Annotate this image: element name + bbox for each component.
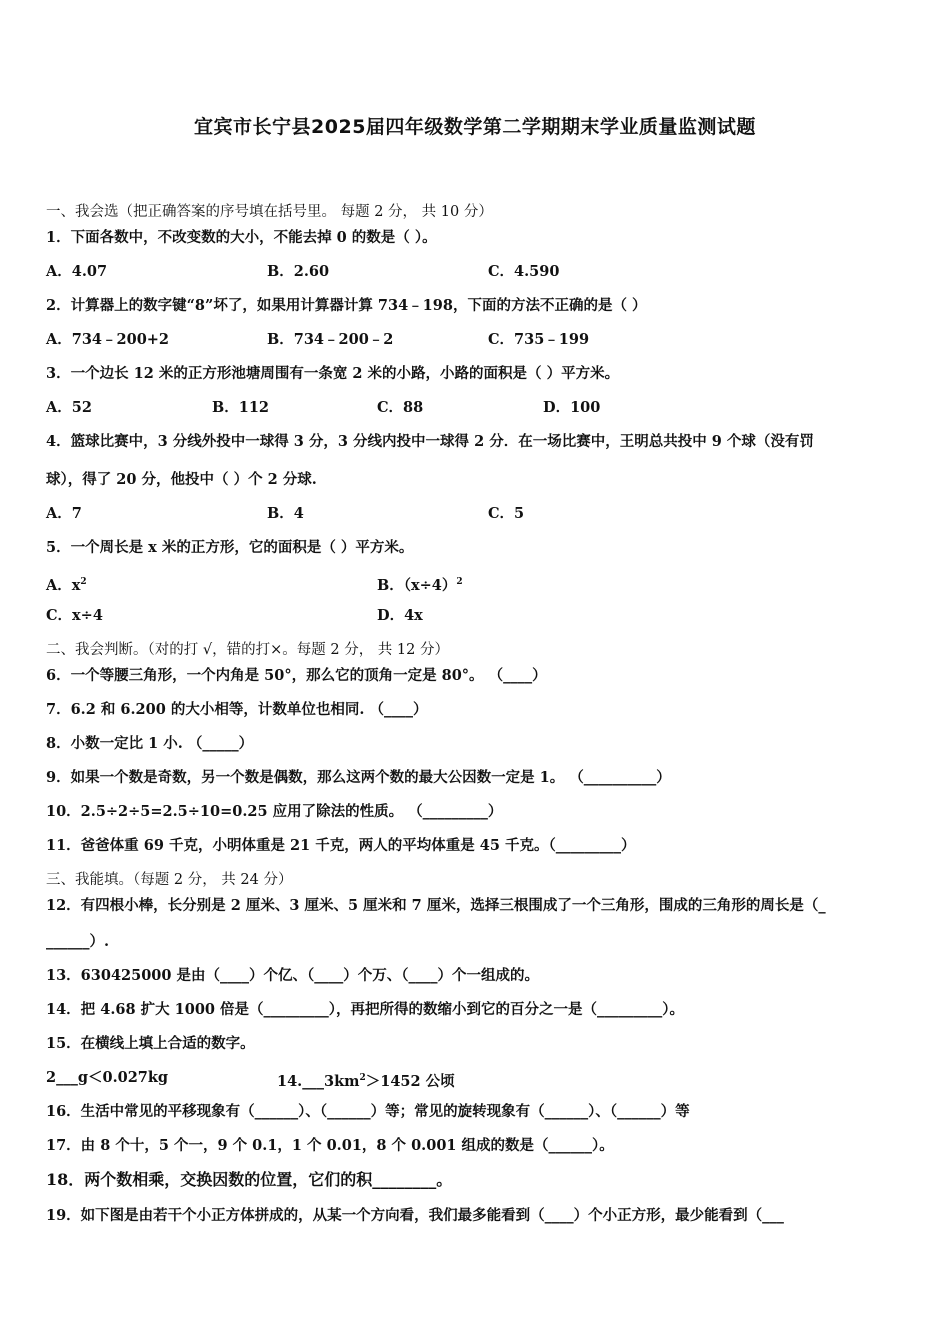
question-17: 17．由 8 个十，5 个一，9 个 0.1，1 个 0.01，8 个 0.001 组成的数是（______）。 — [46, 1137, 614, 1154]
question-13: 13．630425000 是由（____）个亿、（____）个万、（____）个一组成的。 — [46, 967, 540, 984]
question-19: 19．如下图是由若干个小正方体拼成的，从某一个方向看，我们最多能看到（____）个小正方形，最少能看到（___ — [46, 1207, 784, 1224]
question-9: 9．如果一个数是奇数，另一个数是偶数，那么这两个数的最大公因数一定是 1。 （__________） — [46, 769, 671, 786]
q3-option-b: B．112 — [212, 399, 270, 416]
q5-option-b: B．$(x\div 4)^2$ — [377, 577, 463, 594]
q4-option-c: C．5 — [488, 505, 525, 522]
q5-option-d: D．4x — [377, 607, 423, 624]
section3-heading: 三、我能填。（每题 2 分， 共 24 分） — [46, 872, 293, 888]
q4-option-b: B．4 — [267, 505, 304, 522]
q2-option-b: B．734﹣200﹣2 — [267, 331, 394, 348]
question-4-line2: 球），得了 20 分，他投中（ ）个 2 分球. — [46, 471, 317, 488]
q5-option-a: A．$x^2$ — [46, 577, 87, 594]
q1-option-a: A．4.07 — [46, 263, 108, 280]
question-3: 3．一个边长 12 米的正方形池塘周围有一条宽 2 米的小路，小路的面积是（ ）平方米。 — [46, 365, 620, 382]
q3-option-d: D．100 — [543, 399, 601, 416]
question-14: 14．把 4.68 扩大 1000 倍是（_________），再把所得的数缩小到它的百分之一是（_________）。 — [46, 1001, 685, 1018]
q15-item-b: $14.\_\_\_3km^2>1452$ 公顷 — [277, 1073, 455, 1090]
q2-option-a: A．734﹣200+2 — [46, 331, 170, 348]
question-16: 16．生活中常见的平移现象有（______）、（______）等；常见的旋转现象有（______）、（______）等 — [46, 1103, 690, 1120]
question-7: 7．6.2 和 6.200 的大小相等，计数单位也相同. （____） — [46, 701, 428, 718]
q4-option-a: A．7 — [46, 505, 82, 522]
question-6: 6．一个等腰三角形，一个内角是 50°，那么它的顶角一定是 80°。 （____） — [46, 667, 547, 684]
page-title: 宜宾市长宁县2025届四年级数学第二学期期末学业质量监测试题 — [194, 116, 756, 138]
question-12-line1: 12．有四根小棒，长分别是 2 厘米、3 厘米、5 厘米和 7 厘米，选择三根围成了一个三角形，围成的三角形的周长是（_ — [46, 897, 826, 914]
question-11: 11．爸爸体重 69 千克，小明体重是 21 千克，两人的平均体重是 45 千克。（_________） — [46, 837, 636, 854]
question-1: 1．下面各数中，不改变数的大小，不能去掉 0 的数是（ ）。 — [46, 229, 437, 246]
question-12-line2: ______）. — [46, 933, 110, 950]
q2-option-c: C．735﹣199 — [488, 331, 590, 348]
question-18: 18．两个数相乘，交换因数的位置，它们的积________。 — [46, 1170, 453, 1189]
q3-option-c: C．88 — [377, 399, 424, 416]
question-4-line1: 4．篮球比赛中，3 分线外投中一球得 3 分，3 分线内投中一球得 2 分．在一场比赛中，王明总共投中 9 个球（没有罚 — [46, 433, 814, 450]
q15-item-a: 2___g＜0.027kg — [46, 1069, 169, 1086]
question-5: 5．一个周长是 x 米的正方形，它的面积是（ ）平方米。 — [46, 539, 414, 556]
section1-heading: 一、我会选（把正确答案的序号填在括号里。 每题 2 分， 共 10 分） — [46, 204, 493, 220]
q1-option-b: B．2.60 — [267, 263, 330, 280]
q1-option-c: C．4.590 — [488, 263, 560, 280]
question-15: 15．在横线上填上合适的数字。 — [46, 1035, 255, 1052]
q5-option-c: C．x÷4 — [46, 607, 103, 624]
question-8: 8．小数一定比 1 小. （_____） — [46, 735, 254, 752]
q3-option-a: A．52 — [46, 399, 92, 416]
section2-heading: 二、我会判断。（对的打 √，错的打×。每题 2 分， 共 12 分） — [46, 642, 449, 658]
question-10: 10．2.5÷2÷5=2.5÷10=0.25 应用了除法的性质。 （_________） — [46, 803, 503, 820]
question-2: 2．计算器上的数字键“8”坏了，如果用计算器计算 734﹣198，下面的方法不正确的是（ ） — [46, 297, 647, 314]
